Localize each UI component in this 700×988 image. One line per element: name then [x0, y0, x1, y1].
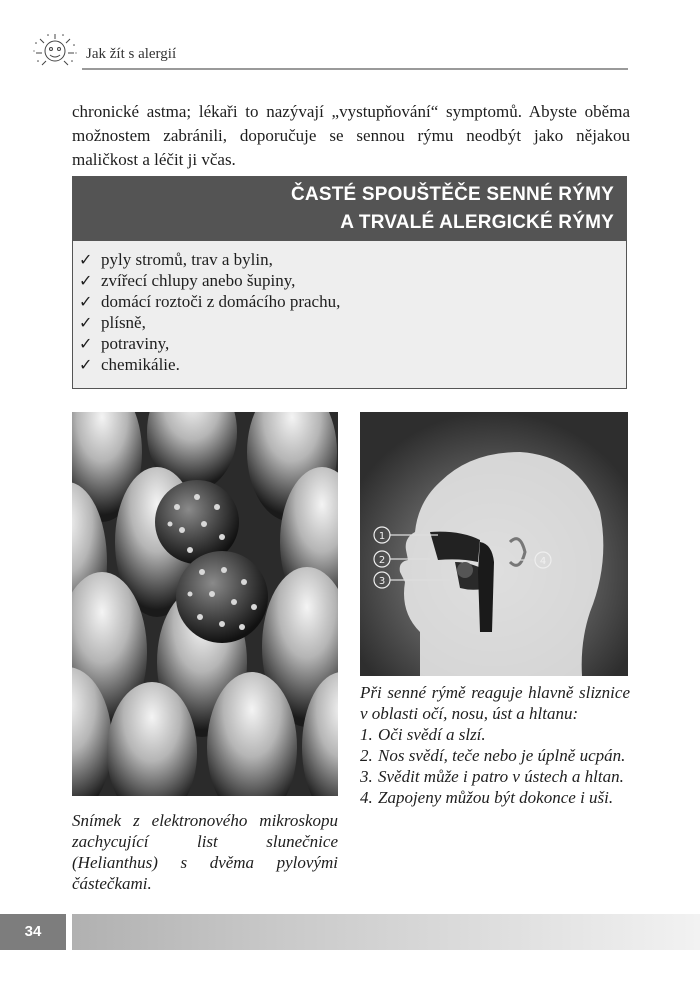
pollen-micrograph-illustration: [72, 412, 338, 796]
list-item-number: 3.: [360, 767, 373, 786]
footer-divider: [66, 914, 72, 950]
footer-bar: [0, 914, 700, 950]
diagram-label-1: 1: [378, 531, 386, 542]
list-item: [79, 354, 626, 375]
head-cross-section-image: [360, 412, 628, 676]
symptom-list: [360, 724, 630, 808]
list-item: [79, 249, 626, 270]
triggers-list: [73, 241, 626, 375]
list-item-text: chemikálie.: [101, 355, 180, 374]
checkmark-icon: ✓: [79, 313, 93, 332]
list-item: [79, 291, 626, 312]
micrograph-caption: Snímek z elektronového mikroskopu zachycující list slunečnice (Helianthus) s dvěma pylovými částečkami.: [72, 811, 338, 893]
list-item-text: domácí roztoči z domácího prachu,: [101, 292, 341, 311]
list-item-text: Zapojeny můžou být dokonce i uši.: [378, 788, 614, 807]
running-header-title: Jak žít s alergií: [86, 45, 177, 62]
list-item-text: Oči svědí a slzí.: [378, 725, 486, 744]
checkmark-icon: ✓: [79, 355, 93, 374]
triggers-box-title-line2: A TRVALÉ ALERGICKÉ RÝMY: [340, 212, 614, 233]
list-item-text: zvířecí chlupy anebo šupiny,: [101, 271, 296, 290]
page-number: 34: [0, 914, 66, 950]
list-item: [360, 745, 630, 766]
list-item: [79, 333, 626, 354]
triggers-box-title: [73, 177, 626, 241]
list-item-text: pyly stromů, trav a bylin,: [101, 250, 273, 269]
head-cross-section-illustration: [360, 412, 628, 676]
list-item: [360, 766, 630, 787]
diagram-label-3: 3: [378, 576, 386, 587]
diagram-label-2: 2: [378, 555, 386, 566]
checkmark-icon: ✓: [79, 250, 93, 269]
head-diagram-caption: [360, 682, 630, 808]
checkmark-icon: ✓: [79, 334, 93, 353]
list-item: [360, 787, 630, 808]
header-logo-icon: [30, 31, 80, 71]
list-item: [79, 312, 626, 333]
diagram-label-4: 4: [539, 556, 547, 567]
intro-paragraph: chronické astma; lékaři to nazývají „vystupňování“ symptomů. Abyste oběma možnostem zabránili, doporučuje se sennou rýmu neodbýt jako nějakou maličkost a léčit ji včas.: [72, 102, 630, 169]
list-item-text: Nos svědí, teče nebo je úplně ucpán.: [378, 746, 626, 765]
checkmark-icon: ✓: [79, 292, 93, 311]
list-item: [79, 270, 626, 291]
list-item-text: Svědit může i patro v ústech a hltan.: [378, 767, 624, 786]
checkmark-icon: ✓: [79, 271, 93, 290]
triggers-box: [72, 176, 627, 389]
list-item-number: 4.: [360, 788, 373, 807]
header-rule: [82, 68, 628, 70]
list-item: [360, 724, 630, 745]
list-item-text: potraviny,: [101, 334, 170, 353]
page-header: [30, 30, 630, 72]
list-item-text: plísně,: [101, 313, 146, 332]
triggers-box-title-line1: ČASTÉ SPOUŠTĚČE SENNÉ RÝMY: [291, 184, 614, 205]
pollen-micrograph-image: [72, 412, 338, 796]
list-item-number: 1.: [360, 725, 373, 744]
list-item-number: 2.: [360, 746, 373, 765]
head-diagram-caption-intro: Při senné rýmě reaguje hlavně sliznice v oblasti očí, nosu, úst a hltanu:: [360, 683, 630, 723]
